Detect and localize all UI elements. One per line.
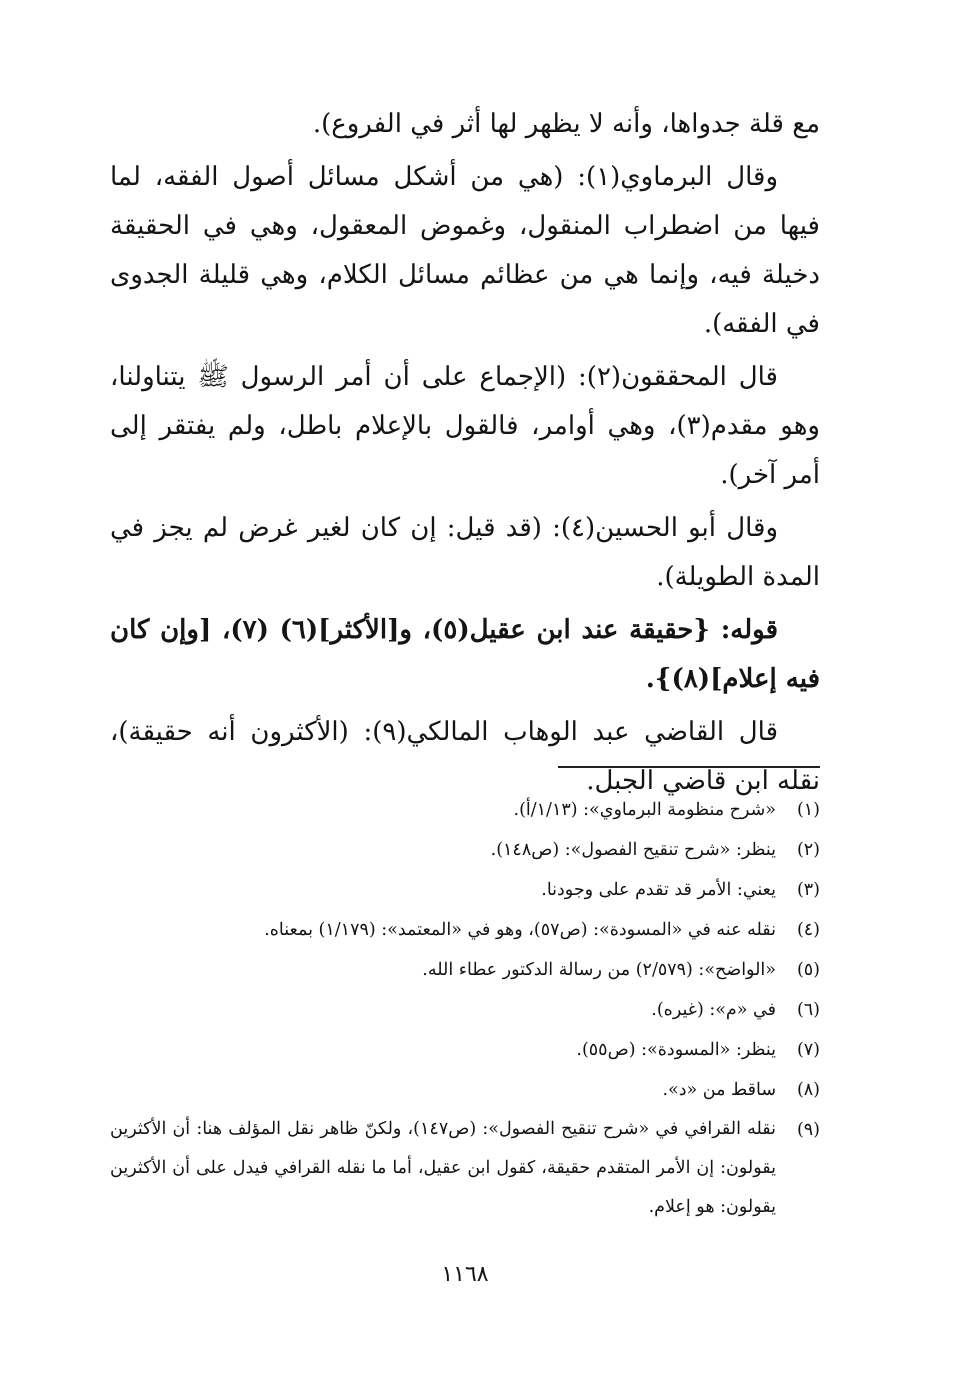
footnotes <box>110 790 820 1227</box>
quoted-matn-paragraph: قوله: {حقيقة عند ابن عقيل(٥)، و[الأكثر](٦) (٧)، [وإن كان فيه إعلام](٨)}. <box>110 615 820 694</box>
footnote-number: (٢) <box>796 840 820 860</box>
footnote <box>110 790 820 830</box>
footnote <box>110 830 820 870</box>
footnote-number: (٦) <box>796 1000 820 1020</box>
footnote-text: ساقط من «د». <box>662 1080 776 1100</box>
footnote-number: (٧) <box>796 1040 820 1060</box>
footnote-text: «شرح منظومة البرماوي»: (١/١٣/أ). <box>513 800 776 820</box>
footnote-number: (٨) <box>796 1080 820 1100</box>
footnote-number: (١) <box>796 800 820 820</box>
footnote-text: ينظر: «شرح تنقيح الفصول»: (ص١٤٨). <box>490 840 776 860</box>
footnote <box>110 950 820 990</box>
footnote <box>110 1070 820 1110</box>
footnote <box>110 910 820 950</box>
footnote <box>110 1110 820 1227</box>
footnote <box>110 990 820 1030</box>
footnote <box>110 870 820 910</box>
book-page <box>110 100 820 1360</box>
paragraph: وقال أبو الحسين(٤): (قد قيل: إن كان لغير غرض لم يجز في المدة الطويلة). <box>110 513 820 592</box>
footnote-number: (٣) <box>796 880 820 900</box>
footnote <box>110 1030 820 1070</box>
page-number: ١١٦٨ <box>441 1262 489 1287</box>
footnote-number: (٤) <box>796 920 820 940</box>
footnote-text: نقله عنه في «المسودة»: (ص٥٧)، وهو في «المعتمد»: (١/١٧٩) بمعناه. <box>264 920 776 940</box>
footnote-number: (٥) <box>796 960 820 980</box>
footnote-number: (٩) <box>796 1120 820 1140</box>
paragraph: مع قلة جدواها، وأنه لا يظهر لها أثر في الفروع). <box>312 109 820 139</box>
paragraph: وقال البرماوي(١): (هي من أشكل مسائل أصول الفقه، لما فيها من اضطراب المنقول، وغموض المعقول، وهي في الحقيقة دخيلة فيه، وإنما هي من عظائم مسائل الكلام، وهي قليلة الجدوى في الفقه). <box>110 162 820 339</box>
footnote-text: نقله القرافي في «شرح تنقيح الفصول»: (ص١٤٧)، ولكنّ ظاهر نقل المؤلف هنا: أن الأكثرين يقولون: إن الأمر المتقدم حقيقة، كقول ابن عقيل، أما ما نقله القرافي فيدل على أن الأكثرين يقولون: هو إعلام. <box>110 1119 776 1217</box>
paragraph: قال المحققون(٢): (الإجماع على أن أمر الرسول ﷺ يتناولنا، وهو مقدم(٣)، وهي أوامر، فالقول بالإعلام باطل، ولم يفتقر إلى أمر آخر). <box>110 362 820 490</box>
footnote-text: في «م»: (غيره). <box>651 1000 776 1020</box>
paragraph: قال القاضي عبد الوهاب المالكي(٩): (الأكثرون أنه حقيقة)، نقله ابن قاضي الجبل. <box>110 717 820 796</box>
main-text <box>110 100 820 810</box>
footnote-separator <box>558 766 820 768</box>
footnote-text: «الواضح»: (٢/٥٧٩) من رسالة الدكتور عطاء الله. <box>422 960 776 980</box>
footnote-text: ينظر: «المسودة»: (ص٥٥). <box>576 1040 776 1060</box>
footnote-text: يعني: الأمر قد تقدم على وجودنا. <box>541 880 776 900</box>
